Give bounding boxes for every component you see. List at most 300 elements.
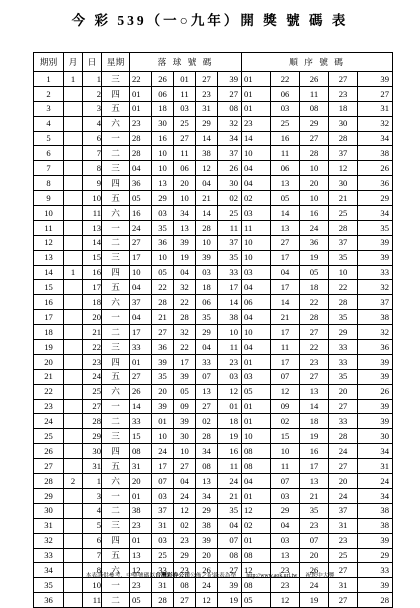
sorted-number-cell: 22 <box>329 280 358 295</box>
day-cell: 28 <box>83 414 102 429</box>
drawn-number-cell: 24 <box>218 474 242 489</box>
sorted-number-cell: 03 <box>271 488 300 503</box>
day-cell: 11 <box>83 593 102 608</box>
weekday-cell: 四 <box>102 533 130 548</box>
drawn-number-cell: 27 <box>196 399 218 414</box>
month-cell <box>64 161 83 176</box>
day-cell: 8 <box>83 161 102 176</box>
sorted-number-cell: 03 <box>271 533 300 548</box>
drawn-order-header: 落 球 號 碼 <box>130 53 242 72</box>
sorted-number-cell: 27 <box>300 131 329 146</box>
sorted-number-cell: 27 <box>358 86 393 101</box>
sorted-number-cell: 24 <box>300 578 329 593</box>
day-cell: 6 <box>83 131 102 146</box>
month-cell <box>64 369 83 384</box>
month-cell <box>64 146 83 161</box>
sorted-number-cell: 32 <box>358 116 393 131</box>
drawn-number-cell: 35 <box>152 220 174 235</box>
month-cell: 1 <box>64 265 83 280</box>
drawn-number-cell: 11 <box>218 340 242 355</box>
sorted-number-cell: 27 <box>300 369 329 384</box>
sorted-number-cell: 39 <box>358 235 393 250</box>
drawn-number-cell: 29 <box>196 116 218 131</box>
period-cell: 20 <box>34 354 64 369</box>
month-cell <box>64 86 83 101</box>
sorted-number-cell: 27 <box>329 593 358 608</box>
month-cell <box>64 399 83 414</box>
drawn-number-cell: 37 <box>218 146 242 161</box>
day-cell: 17 <box>83 280 102 295</box>
weekday-cell: 二 <box>102 593 130 608</box>
sorted-number-cell: 08 <box>242 578 271 593</box>
period-cell: 8 <box>34 176 64 191</box>
sorted-number-cell: 28 <box>300 310 329 325</box>
day-cell: 4 <box>83 116 102 131</box>
table-row <box>34 191 393 206</box>
sorted-number-cell: 01 <box>242 414 271 429</box>
sorted-number-cell: 24 <box>329 488 358 503</box>
drawn-number-cell: 36 <box>152 340 174 355</box>
table-row <box>34 161 393 176</box>
sorted-number-cell: 28 <box>300 146 329 161</box>
sorted-number-cell: 28 <box>358 593 393 608</box>
drawn-number-cell: 05 <box>152 265 174 280</box>
day-cell: 21 <box>83 325 102 340</box>
drawn-number-cell: 21 <box>152 310 174 325</box>
drawn-number-cell: 38 <box>130 503 152 518</box>
sorted-number-cell: 13 <box>271 176 300 191</box>
draw-rows <box>34 72 393 608</box>
drawn-number-cell: 16 <box>130 206 152 221</box>
drawn-number-cell: 39 <box>174 369 196 384</box>
sorted-number-cell: 07 <box>271 474 300 489</box>
drawn-number-cell: 11 <box>218 459 242 474</box>
period-cell: 17 <box>34 310 64 325</box>
day-cell: 3 <box>83 101 102 116</box>
sorted-number-cell: 08 <box>242 548 271 563</box>
sorted-number-cell: 04 <box>242 340 271 355</box>
month-cell <box>64 116 83 131</box>
drawn-number-cell: 30 <box>152 116 174 131</box>
drawn-number-cell: 29 <box>152 191 174 206</box>
drawn-number-cell: 23 <box>130 578 152 593</box>
weekday-cell: 二 <box>102 146 130 161</box>
drawn-number-cell: 12 <box>218 384 242 399</box>
drawn-number-cell: 04 <box>130 280 152 295</box>
drawn-number-cell: 38 <box>218 310 242 325</box>
drawn-number-cell: 39 <box>218 72 242 87</box>
drawn-number-cell: 23 <box>130 116 152 131</box>
drawn-number-cell: 18 <box>218 414 242 429</box>
period-cell: 13 <box>34 250 64 265</box>
sorted-number-cell: 04 <box>242 280 271 295</box>
month-cell <box>64 280 83 295</box>
drawn-number-cell: 05 <box>174 384 196 399</box>
weekday-cell: 三 <box>102 518 130 533</box>
sorted-number-cell: 12 <box>329 161 358 176</box>
weekday-cell: 四 <box>102 354 130 369</box>
drawn-number-cell: 25 <box>174 116 196 131</box>
drawn-number-cell: 33 <box>130 340 152 355</box>
table-row <box>34 220 393 235</box>
day-cell: 31 <box>83 459 102 474</box>
table-row <box>34 280 393 295</box>
sorted-number-cell: 16 <box>271 131 300 146</box>
drawn-number-cell: 27 <box>218 86 242 101</box>
month-cell <box>64 488 83 503</box>
month-cell <box>64 429 83 444</box>
weekday-cell: 三 <box>102 340 130 355</box>
drawn-number-cell: 13 <box>130 548 152 563</box>
period-cell: 33 <box>34 548 64 563</box>
table-row <box>34 146 393 161</box>
sorted-number-cell: 16 <box>300 206 329 221</box>
sorted-number-cell: 20 <box>300 548 329 563</box>
sorted-number-cell: 24 <box>329 444 358 459</box>
drawn-number-cell: 39 <box>196 250 218 265</box>
sorted-number-cell: 10 <box>242 250 271 265</box>
sorted-number-cell: 23 <box>329 86 358 101</box>
drawn-number-cell: 26 <box>130 384 152 399</box>
day-cell: 15 <box>83 250 102 265</box>
sorted-number-cell: 23 <box>271 563 300 578</box>
weekday-cell: 三 <box>102 250 130 265</box>
period-cell: 29 <box>34 488 64 503</box>
sorted-number-cell: 01 <box>242 488 271 503</box>
drawn-number-cell: 37 <box>152 503 174 518</box>
weekday-cell: 二 <box>102 325 130 340</box>
weekday-cell: 六 <box>102 116 130 131</box>
sorted-number-cell: 12 <box>242 503 271 518</box>
drawn-number-cell: 37 <box>130 295 152 310</box>
sorted-number-cell: 38 <box>358 503 393 518</box>
month-cell <box>64 220 83 235</box>
sorted-number-cell: 20 <box>300 176 329 191</box>
sorted-number-cell: 04 <box>271 518 300 533</box>
sorted-number-cell: 10 <box>300 161 329 176</box>
weekday-cell: 五 <box>102 101 130 116</box>
sorted-number-cell: 11 <box>271 146 300 161</box>
sorted-number-cell: 29 <box>271 503 300 518</box>
sorted-number-cell: 39 <box>358 250 393 265</box>
drawn-number-cell: 35 <box>152 369 174 384</box>
table-row <box>34 593 393 608</box>
month-cell <box>64 101 83 116</box>
drawn-number-cell: 36 <box>130 176 152 191</box>
drawn-number-cell: 11 <box>174 146 196 161</box>
sorted-number-cell: 18 <box>300 280 329 295</box>
sorted-number-cell: 01 <box>242 86 271 101</box>
sorted-number-cell: 13 <box>271 220 300 235</box>
weekday-cell: 一 <box>102 310 130 325</box>
month-cell <box>64 444 83 459</box>
drawn-number-cell: 12 <box>196 593 218 608</box>
sorted-number-cell: 06 <box>271 86 300 101</box>
drawn-number-cell: 04 <box>218 518 242 533</box>
sorted-number-cell: 02 <box>242 518 271 533</box>
table-row <box>34 384 393 399</box>
drawn-number-cell: 15 <box>130 429 152 444</box>
table-row <box>34 325 393 340</box>
period-cell: 30 <box>34 503 64 518</box>
sorted-number-cell: 29 <box>358 548 393 563</box>
month-cell <box>64 459 83 474</box>
drawn-number-cell: 17 <box>174 354 196 369</box>
drawn-number-cell: 28 <box>174 310 196 325</box>
drawn-number-cell: 18 <box>196 280 218 295</box>
period-cell: 23 <box>34 399 64 414</box>
drawn-number-cell: 08 <box>218 548 242 563</box>
sorted-number-cell: 05 <box>242 384 271 399</box>
weekday-cell: 五 <box>102 459 130 474</box>
drawn-number-cell: 01 <box>130 533 152 548</box>
month-cell <box>64 295 83 310</box>
sorted-number-cell: 31 <box>358 101 393 116</box>
drawn-number-cell: 01 <box>218 399 242 414</box>
drawn-number-cell: 23 <box>130 518 152 533</box>
drawn-number-cell: 04 <box>174 474 196 489</box>
sorted-number-cell: 07 <box>271 369 300 384</box>
table-row <box>34 310 393 325</box>
month-cell <box>64 533 83 548</box>
drawn-number-cell: 39 <box>152 354 174 369</box>
drawn-number-cell: 22 <box>174 295 196 310</box>
sorted-number-cell: 33 <box>358 265 393 280</box>
period-cell: 35 <box>34 578 64 593</box>
sorted-number-cell: 27 <box>329 563 358 578</box>
drawn-number-cell: 10 <box>152 250 174 265</box>
day-cell: 18 <box>83 295 102 310</box>
sorted-number-cell: 26 <box>300 563 329 578</box>
day-cell: 10 <box>83 191 102 206</box>
sorted-number-cell: 02 <box>242 191 271 206</box>
drawn-number-cell: 02 <box>196 414 218 429</box>
drawn-number-cell: 31 <box>152 518 174 533</box>
sorted-number-cell: 15 <box>271 429 300 444</box>
day-cell: 25 <box>83 384 102 399</box>
sorted-number-cell: 24 <box>358 474 393 489</box>
footer-disclaimer: 本表謹供參考，中獎號碼以 <box>85 573 156 579</box>
sorted-number-cell: 34 <box>358 206 393 221</box>
month-cell <box>64 191 83 206</box>
drawn-number-cell: 33 <box>152 563 174 578</box>
sorted-number-cell: 10 <box>242 235 271 250</box>
sorted-number-cell: 01 <box>242 399 271 414</box>
sorted-number-cell: 29 <box>358 191 393 206</box>
month-cell <box>64 578 83 593</box>
day-cell: 13 <box>83 220 102 235</box>
weekday-cell: 六 <box>102 563 130 578</box>
sorted-number-cell: 10 <box>329 265 358 280</box>
table-row <box>34 295 393 310</box>
footer-disclaimer-end: 公佈之紀錄表為準 <box>189 573 237 579</box>
drawn-number-cell: 19 <box>174 250 196 265</box>
table-row <box>34 444 393 459</box>
drawn-number-cell: 08 <box>130 444 152 459</box>
day-cell: 9 <box>83 176 102 191</box>
drawn-number-cell: 29 <box>196 325 218 340</box>
sorted-number-cell: 23 <box>300 518 329 533</box>
month-cell <box>64 235 83 250</box>
sorted-number-cell: 03 <box>271 101 300 116</box>
sorted-number-cell: 39 <box>358 414 393 429</box>
sorted-number-cell: 13 <box>300 384 329 399</box>
sorted-number-cell: 31 <box>329 578 358 593</box>
period-cell: 11 <box>34 220 64 235</box>
drawn-number-cell: 27 <box>130 369 152 384</box>
sorted-number-cell: 04 <box>242 474 271 489</box>
sorted-number-cell: 04 <box>271 265 300 280</box>
table-row <box>34 206 393 221</box>
table-row <box>34 265 393 280</box>
drawn-number-cell: 05 <box>130 593 152 608</box>
weekday-header: 星期 <box>102 53 130 72</box>
footer-wish: 祝您中大獎 <box>305 573 335 579</box>
sorted-number-cell: 28 <box>329 429 358 444</box>
sorted-number-cell: 28 <box>329 220 358 235</box>
sorted-number-cell: 03 <box>242 265 271 280</box>
table-row <box>34 101 393 116</box>
sorted-number-cell: 33 <box>358 563 393 578</box>
drawn-number-cell: 32 <box>174 280 196 295</box>
drawn-number-cell: 01 <box>130 354 152 369</box>
sorted-number-cell: 21 <box>300 488 329 503</box>
drawn-number-cell: 30 <box>218 176 242 191</box>
sorted-number-cell: 05 <box>300 265 329 280</box>
table-row <box>34 176 393 191</box>
drawn-number-cell: 27 <box>152 325 174 340</box>
drawn-number-cell: 01 <box>130 86 152 101</box>
weekday-cell: 二 <box>102 235 130 250</box>
drawn-number-cell: 24 <box>152 444 174 459</box>
drawn-number-cell: 13 <box>196 384 218 399</box>
drawn-number-cell: 35 <box>218 250 242 265</box>
drawn-number-cell: 28 <box>196 429 218 444</box>
drawn-number-cell: 17 <box>218 280 242 295</box>
period-cell: 4 <box>34 116 64 131</box>
sorted-number-cell: 27 <box>329 72 358 87</box>
table-row <box>34 399 393 414</box>
sorted-number-cell: 28 <box>329 295 358 310</box>
drawn-number-cell: 26 <box>152 72 174 87</box>
weekday-cell: 三 <box>102 429 130 444</box>
day-cell: 10 <box>83 578 102 593</box>
weekday-cell: 一 <box>102 578 130 593</box>
drawn-number-cell: 14 <box>130 399 152 414</box>
drawn-number-cell: 39 <box>174 414 196 429</box>
sorted-number-cell: 19 <box>300 250 329 265</box>
period-cell: 14 <box>34 265 64 280</box>
sorted-number-cell: 29 <box>300 116 329 131</box>
sorted-number-cell: 34 <box>358 488 393 503</box>
drawn-number-cell: 38 <box>196 518 218 533</box>
drawn-number-cell: 14 <box>196 206 218 221</box>
drawn-number-cell: 20 <box>174 176 196 191</box>
period-cell: 36 <box>34 593 64 608</box>
drawn-number-cell: 04 <box>196 176 218 191</box>
sorted-number-cell: 14 <box>242 131 271 146</box>
sorted-number-cell: 11 <box>271 340 300 355</box>
drawn-number-cell: 04 <box>130 310 152 325</box>
sorted-number-cell: 12 <box>271 593 300 608</box>
drawn-number-cell: 12 <box>196 161 218 176</box>
drawn-number-cell: 29 <box>196 503 218 518</box>
drawn-number-cell: 16 <box>218 444 242 459</box>
drawn-number-cell: 06 <box>196 295 218 310</box>
drawn-number-cell: 04 <box>196 340 218 355</box>
period-cell: 31 <box>34 518 64 533</box>
drawn-number-cell: 07 <box>218 533 242 548</box>
sorted-number-cell: 23 <box>271 578 300 593</box>
sorted-number-cell: 17 <box>271 250 300 265</box>
sorted-number-cell: 08 <box>300 101 329 116</box>
drawn-number-cell: 01 <box>174 72 196 87</box>
drawn-number-cell: 37 <box>218 235 242 250</box>
sorted-number-cell: 39 <box>358 354 393 369</box>
drawn-number-cell: 35 <box>196 310 218 325</box>
drawn-number-cell: 39 <box>218 578 242 593</box>
weekday-cell: 四 <box>102 86 130 101</box>
weekday-cell: 五 <box>102 369 130 384</box>
drawn-number-cell: 22 <box>152 280 174 295</box>
month-cell <box>64 384 83 399</box>
drawn-number-cell: 03 <box>152 533 174 548</box>
sorted-number-cell: 16 <box>300 444 329 459</box>
day-cell: 2 <box>83 86 102 101</box>
weekday-cell: 一 <box>102 220 130 235</box>
sorted-number-cell: 39 <box>358 399 393 414</box>
month-cell: 2 <box>64 474 83 489</box>
month-header: 月 <box>64 53 83 72</box>
sorted-number-cell: 01 <box>242 101 271 116</box>
footer-url[interactable]: http://www.aok.url.tw <box>246 573 298 579</box>
drawn-number-cell: 27 <box>196 72 218 87</box>
drawn-number-cell: 13 <box>174 220 196 235</box>
sorted-order-header: 順 序 號 碼 <box>242 53 393 72</box>
sorted-number-cell: 08 <box>242 444 271 459</box>
period-cell: 12 <box>34 235 64 250</box>
drawn-number-cell: 27 <box>174 459 196 474</box>
drawn-number-cell: 36 <box>152 235 174 250</box>
day-cell: 1 <box>83 474 102 489</box>
sorted-number-cell: 03 <box>242 369 271 384</box>
drawn-number-cell: 22 <box>174 340 196 355</box>
drawn-number-cell: 20 <box>196 548 218 563</box>
month-cell <box>64 518 83 533</box>
sorted-number-cell: 22 <box>300 295 329 310</box>
page-title: 今 彩 539（一○九年）開 獎 號 碼 表 <box>71 13 349 28</box>
sorted-number-cell: 14 <box>271 295 300 310</box>
sorted-number-cell: 17 <box>271 354 300 369</box>
sorted-number-cell: 26 <box>300 72 329 87</box>
sorted-number-cell: 25 <box>329 206 358 221</box>
month-cell <box>64 593 83 608</box>
drawn-number-cell: 10 <box>152 161 174 176</box>
drawn-number-cell: 18 <box>152 101 174 116</box>
drawn-number-cell: 08 <box>174 578 196 593</box>
period-cell: 6 <box>34 146 64 161</box>
weekday-cell: 三 <box>102 72 130 87</box>
sorted-number-cell: 04 <box>242 176 271 191</box>
day-cell: 7 <box>83 548 102 563</box>
sorted-number-cell: 02 <box>271 414 300 429</box>
sorted-number-cell: 10 <box>271 444 300 459</box>
drawn-number-cell: 33 <box>218 265 242 280</box>
sorted-number-cell: 24 <box>300 220 329 235</box>
sorted-number-cell: 09 <box>271 399 300 414</box>
drawn-number-cell: 21 <box>196 191 218 206</box>
drawn-number-cell: 22 <box>130 72 152 87</box>
